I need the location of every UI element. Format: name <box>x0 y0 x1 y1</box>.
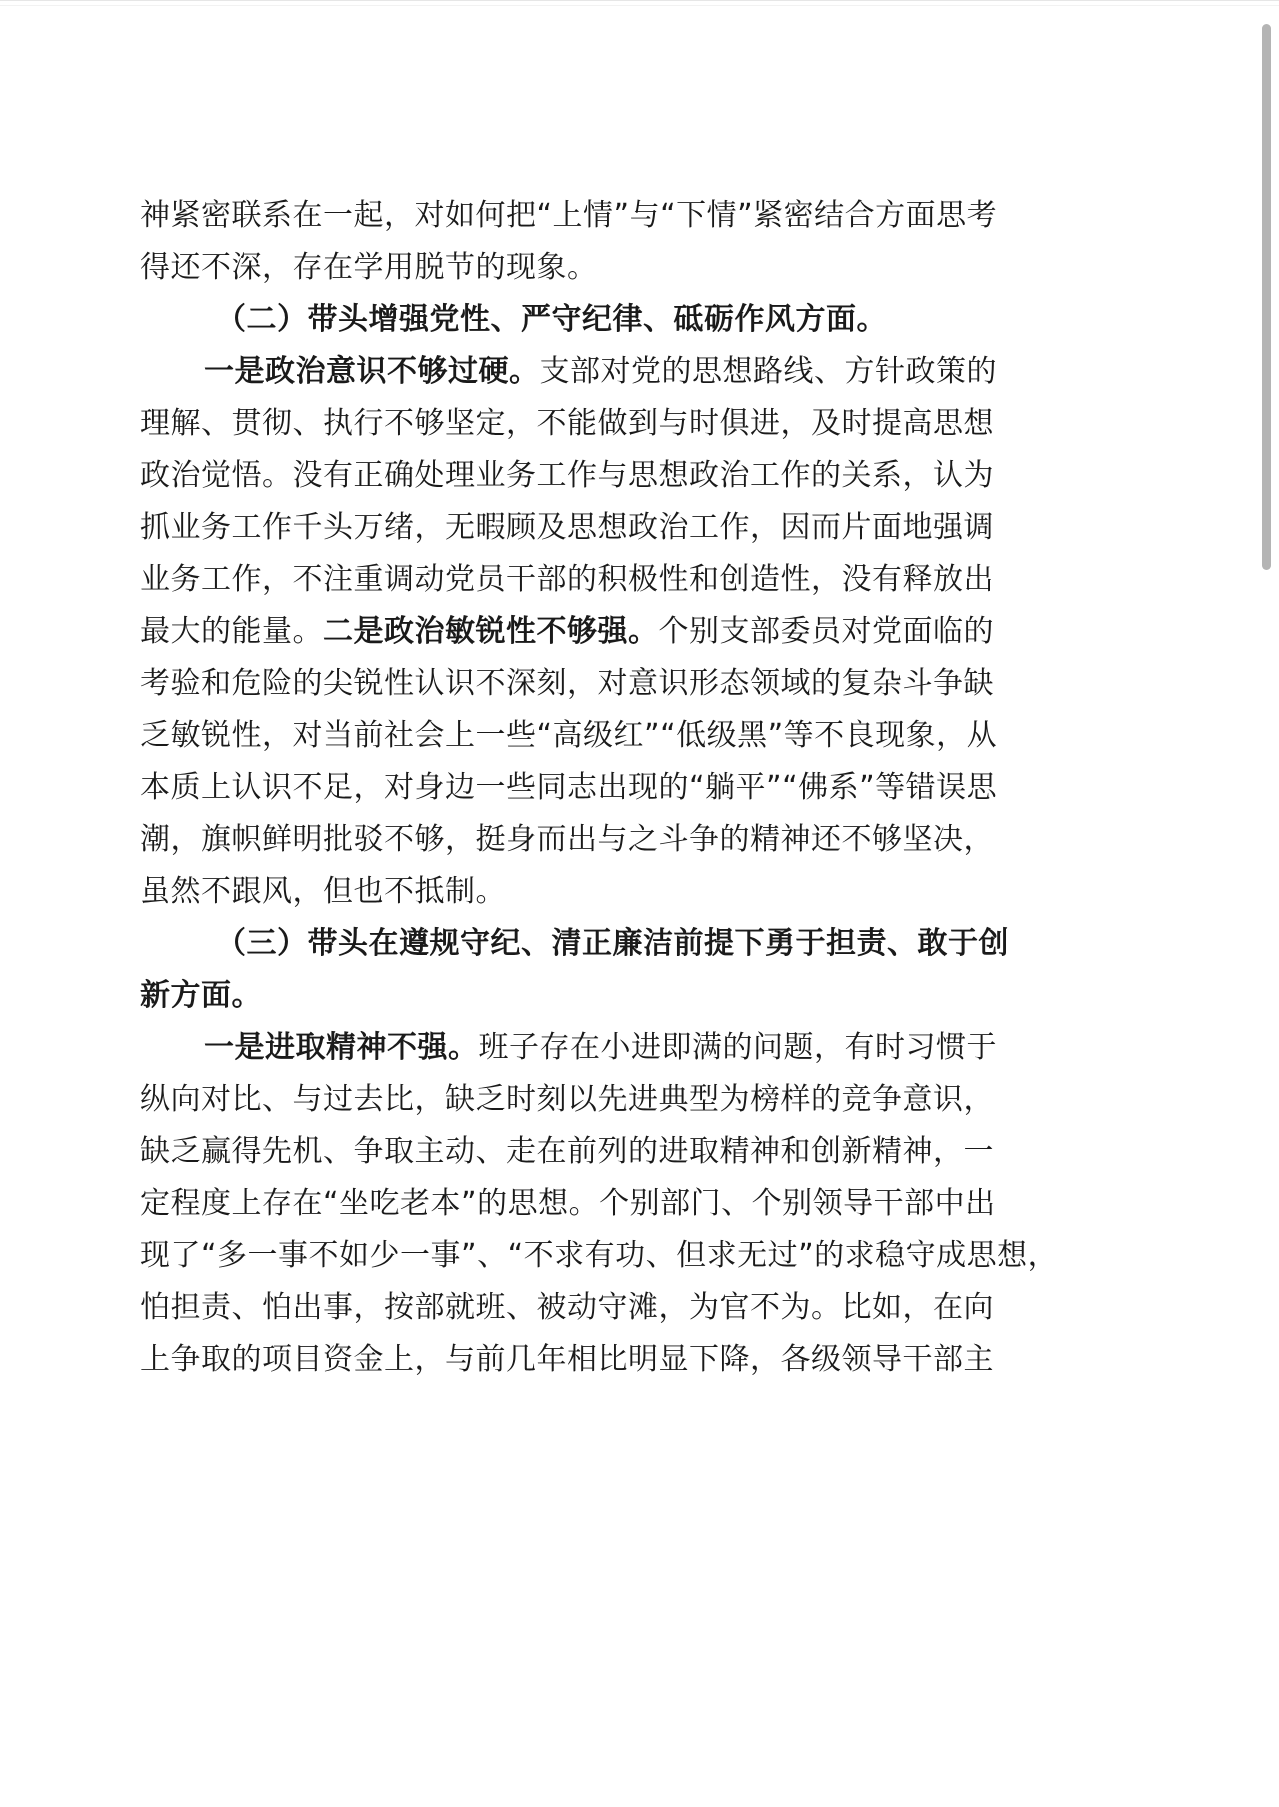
heading-text: （二）带头增强党性、严守纪律、砥砺作风方面。 <box>216 302 887 337</box>
line-text: 怕担责、怕出事，按部就班、被动守滩，为官不为。比如，在向 <box>140 1290 994 1325</box>
line-text: 定程度上存在“坐吃老本”的思想。个别部门、个别领导干部中出 <box>140 1186 996 1221</box>
document-page <box>140 190 1100 1386</box>
vertical-scrollbar-thumb[interactable] <box>1262 24 1271 570</box>
section-heading-3 <box>140 918 1100 970</box>
paragraph-start <box>140 1022 1100 1074</box>
text-line <box>140 1334 1100 1386</box>
text-line <box>140 398 1100 450</box>
text-line <box>140 190 1100 242</box>
point-title: 一是进取精神不强。 <box>204 1030 479 1065</box>
text-line <box>140 710 1100 762</box>
line-text: 上争取的项目资金上，与前几年相比明显下降，各级领导干部主 <box>140 1342 994 1377</box>
line-text: 个别支部委员对党面临的 <box>658 614 994 649</box>
line-text: 班子存在小进即满的问题，有时习惯于 <box>478 1030 997 1065</box>
text-line <box>140 1126 1100 1178</box>
line-text: 潮，旗帜鲜明批驳不够，挺身而出与之斗争的精神还不够坚决， <box>140 822 994 857</box>
section-heading-3-continued <box>140 970 1100 1022</box>
text-line <box>140 1282 1100 1334</box>
text-line <box>140 502 1100 554</box>
line-text: 理解、贯彻、执行不够坚定，不能做到与时俱进，及时提高思想 <box>140 406 994 441</box>
line-text: 现了“多一事不如少一事”、“不求有功、但求无过”的求稳守成思想， <box>140 1238 1059 1273</box>
text-line <box>140 658 1100 710</box>
top-divider <box>0 0 1279 6</box>
text-line <box>140 554 1100 606</box>
line-text: 考验和危险的尖锐性认识不深刻，对意识形态领域的复杂斗争缺 <box>140 666 994 701</box>
line-text: 得还不深，存在学用脱节的现象。 <box>140 250 598 285</box>
text-line <box>140 866 1100 918</box>
text-line <box>140 814 1100 866</box>
text-line <box>140 606 1100 658</box>
line-text: 缺乏赢得先机、争取主动、走在前列的进取精神和创新精神，一 <box>140 1134 994 1169</box>
text-line <box>140 762 1100 814</box>
line-text: 业务工作，不注重调动党员干部的积极性和创造性，没有释放出 <box>140 562 994 597</box>
line-text: 支部对党的思想路线、方针政策的 <box>539 354 997 389</box>
line-text: 本质上认识不足，对身边一些同志出现的“躺平”“佛系”等错误思 <box>140 770 998 805</box>
line-text: 抓业务工作千头万绪，无暇顾及思想政治工作，因而片面地强调 <box>140 510 994 545</box>
line-text: 纵向对比、与过去比，缺乏时刻以先进典型为榜样的竞争意识， <box>140 1082 994 1117</box>
line-text: 虽然不跟风，但也不抵制。 <box>140 874 506 909</box>
text-line <box>140 1074 1100 1126</box>
line-text: 最大的能量。 <box>140 614 323 649</box>
line-text: 政治觉悟。没有正确处理业务工作与思想政治工作的关系，认为 <box>140 458 994 493</box>
text-line <box>140 450 1100 502</box>
text-line <box>140 1178 1100 1230</box>
heading-text: （三）带头在遵规守纪、清正廉洁前提下勇于担责、敢于创 <box>216 926 1009 961</box>
heading-text: 新方面。 <box>140 978 262 1013</box>
point-title: 二是政治敏锐性不够强。 <box>323 614 659 649</box>
point-title: 一是政治意识不够过硬。 <box>204 354 540 389</box>
text-line <box>140 242 1100 294</box>
line-text: 神紧密联系在一起，对如何把“上情”与“下情”紧密结合方面思考 <box>140 198 998 233</box>
line-text: 乏敏锐性，对当前社会上一些“高级红”“低级黑”等不良现象，从 <box>140 718 998 753</box>
section-heading-2 <box>140 294 1100 346</box>
paragraph-start <box>140 346 1100 398</box>
text-line <box>140 1230 1100 1282</box>
